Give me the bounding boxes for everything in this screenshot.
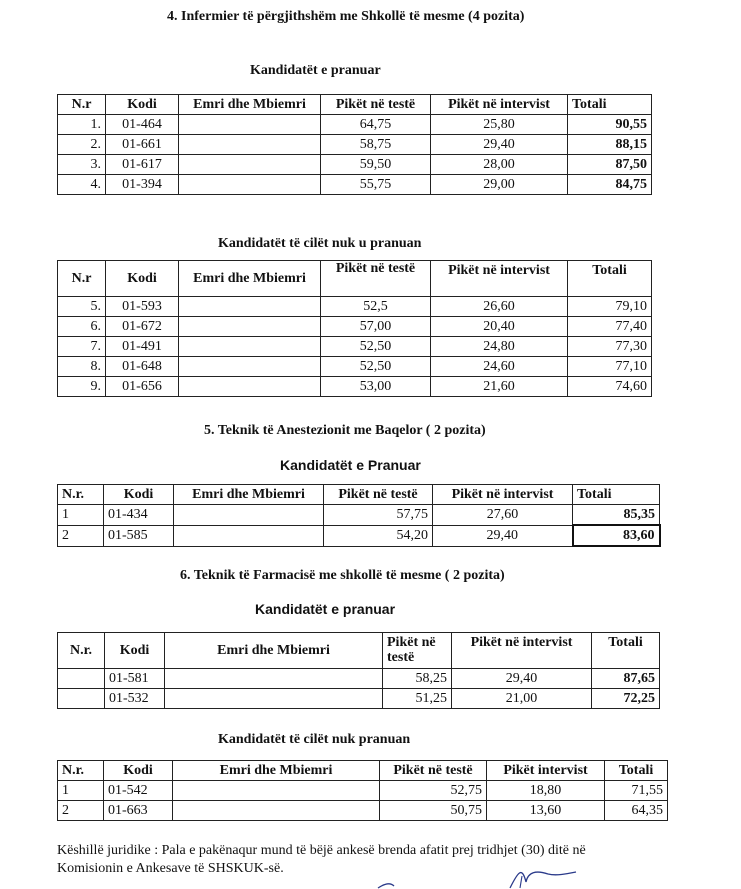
table-header-row (58, 633, 660, 669)
cell-nr: 9. (58, 377, 106, 397)
cell-nr: 1 (58, 505, 104, 526)
cell-nr: 4. (58, 175, 106, 195)
cell-emri (179, 317, 321, 337)
section-4-accepted-title: Kandidatët e pranuar (250, 63, 381, 78)
cell-test: 58,25 (383, 669, 452, 689)
table-header-row (58, 95, 652, 115)
cell-intervist: 24,60 (431, 357, 568, 377)
section-4-accepted-table (57, 94, 652, 195)
cell-nr (58, 669, 105, 689)
col-header-test: Pikët në testë (383, 633, 452, 669)
col-header-emri: Emri dhe Mbiemri (174, 485, 324, 505)
cell-nr: 2. (58, 135, 106, 155)
section-4-heading: 4. Infermier të përgjithshëm me Shkollë të mesme (4 pozita) (167, 9, 525, 24)
cell-totali: 74,60 (568, 377, 652, 397)
table-row (58, 135, 652, 155)
cell-emri (179, 377, 321, 397)
cell-totali: 83,60 (573, 525, 660, 546)
col-header-test: Pikët në testë (321, 261, 431, 297)
col-header-test: Pikët në testë (380, 761, 487, 781)
section-4-rejected-table (57, 260, 652, 397)
cell-intervist: 24,80 (431, 337, 568, 357)
col-header-nr: N.r. (58, 761, 104, 781)
section-6-accepted-table (57, 632, 660, 709)
col-header-nr: N.r. (58, 633, 105, 669)
table-row (58, 505, 660, 526)
table-row (58, 297, 652, 317)
signature-mark (370, 862, 590, 889)
cell-nr: 2 (58, 525, 104, 546)
col-header-totali: Totali (568, 95, 652, 115)
col-header-emri: Emri dhe Mbiemri (173, 761, 380, 781)
col-header-totali: Totali (573, 485, 660, 505)
cell-totali: 84,75 (568, 175, 652, 195)
cell-totali: 77,10 (568, 357, 652, 377)
cell-nr: 1. (58, 115, 106, 135)
cell-totali: 64,35 (605, 801, 668, 821)
table-row (58, 115, 652, 135)
col-header-intervist: Pikët intervist (487, 761, 605, 781)
cell-kodi: 01-663 (104, 801, 173, 821)
cell-intervist: 18,80 (487, 781, 605, 801)
cell-totali: 87,50 (568, 155, 652, 175)
legal-advice-line-1: Këshillë juridike : Pala e pakënaqur mund të bëjë ankesë brenda afatit prej tridhjet (30) ditë në (57, 843, 586, 858)
table-row (58, 337, 652, 357)
cell-totali: 71,55 (605, 781, 668, 801)
cell-emri (165, 669, 383, 689)
cell-kodi: 01-585 (104, 525, 174, 546)
cell-nr: 8. (58, 357, 106, 377)
cell-kodi: 01-672 (106, 317, 179, 337)
cell-emri (179, 135, 321, 155)
cell-intervist: 21,60 (431, 377, 568, 397)
col-header-intervist: Pikët në intervist (431, 95, 568, 115)
cell-test: 52,75 (380, 781, 487, 801)
cell-totali: 72,25 (592, 689, 660, 709)
cell-kodi: 01-656 (106, 377, 179, 397)
cell-totali: 85,35 (573, 505, 660, 526)
cell-emri (174, 525, 324, 546)
cell-emri (179, 337, 321, 357)
cell-test: 52,5 (321, 297, 431, 317)
cell-emri (174, 505, 324, 526)
cell-intervist: 29,40 (431, 135, 568, 155)
cell-totali: 77,30 (568, 337, 652, 357)
cell-emri (179, 175, 321, 195)
cell-test: 58,75 (321, 135, 431, 155)
cell-emri (173, 801, 380, 821)
table-row (58, 175, 652, 195)
cell-emri (179, 357, 321, 377)
cell-kodi: 01-617 (106, 155, 179, 175)
cell-test: 52,50 (321, 357, 431, 377)
cell-kodi: 01-464 (106, 115, 179, 135)
cell-emri (165, 689, 383, 709)
table-row (58, 155, 652, 175)
cell-emri (179, 115, 321, 135)
cell-test: 51,25 (383, 689, 452, 709)
cell-emri (179, 297, 321, 317)
table-row (58, 781, 668, 801)
col-header-totali: Totali (568, 261, 652, 297)
col-header-totali: Totali (605, 761, 668, 781)
cell-emri (173, 781, 380, 801)
cell-kodi: 01-593 (106, 297, 179, 317)
cell-test: 59,50 (321, 155, 431, 175)
col-header-emri: Emri dhe Mbiemri (179, 261, 321, 297)
col-header-test: Pikët në testë (321, 95, 431, 115)
cell-nr: 7. (58, 337, 106, 357)
cell-intervist: 29,40 (433, 525, 573, 546)
cell-nr: 3. (58, 155, 106, 175)
section-5-heading: 5. Teknik të Anestezionit me Baqelor ( 2 pozita) (204, 423, 486, 438)
cell-nr: 5. (58, 297, 106, 317)
col-header-kodi: Kodi (105, 633, 165, 669)
cell-test: 64,75 (321, 115, 431, 135)
table-row (58, 525, 660, 546)
col-header-nr: N.r (58, 95, 106, 115)
table-row (58, 317, 652, 337)
cell-emri (179, 155, 321, 175)
cell-test: 54,20 (324, 525, 433, 546)
cell-nr: 1 (58, 781, 104, 801)
cell-nr (58, 689, 105, 709)
cell-intervist: 13,60 (487, 801, 605, 821)
section-5-accepted-title: Kandidatët e Pranuar (280, 457, 421, 473)
cell-kodi: 01-491 (106, 337, 179, 357)
section-6-rejected-title: Kandidatët të cilët nuk pranuan (218, 732, 411, 747)
cell-intervist: 29,40 (452, 669, 592, 689)
section-4-rejected-title: Kandidatët të cilët nuk u pranuan (218, 236, 422, 251)
table-row (58, 357, 652, 377)
cell-totali: 88,15 (568, 135, 652, 155)
col-header-nr: N.r (58, 261, 106, 297)
cell-kodi: 01-661 (106, 135, 179, 155)
cell-intervist: 28,00 (431, 155, 568, 175)
cell-nr: 2 (58, 801, 104, 821)
cell-intervist: 20,40 (431, 317, 568, 337)
cell-kodi: 01-394 (106, 175, 179, 195)
table-header-row (58, 485, 660, 505)
col-header-test: Pikët në testë (324, 485, 433, 505)
table-row (58, 801, 668, 821)
cell-kodi: 01-581 (105, 669, 165, 689)
cell-test: 55,75 (321, 175, 431, 195)
col-header-emri: Emri dhe Mbiemri (179, 95, 321, 115)
cell-nr: 6. (58, 317, 106, 337)
cell-test: 52,50 (321, 337, 431, 357)
table-header-row (58, 261, 652, 297)
cell-intervist: 27,60 (433, 505, 573, 526)
cell-intervist: 21,00 (452, 689, 592, 709)
cell-totali: 77,40 (568, 317, 652, 337)
col-header-intervist: Pikët në intervist (433, 485, 573, 505)
cell-kodi: 01-648 (106, 357, 179, 377)
col-header-emri: Emri dhe Mbiemri (165, 633, 383, 669)
col-header-kodi: Kodi (104, 761, 173, 781)
cell-kodi: 01-532 (105, 689, 165, 709)
col-header-kodi: Kodi (104, 485, 174, 505)
cell-intervist: 25,80 (431, 115, 568, 135)
section-5-accepted-table (57, 484, 661, 547)
col-header-intervist: Pikët në intervist (431, 261, 568, 297)
cell-intervist: 26,60 (431, 297, 568, 317)
cell-test: 57,00 (321, 317, 431, 337)
section-6-accepted-title: Kandidatët e pranuar (255, 601, 396, 617)
table-row (58, 377, 652, 397)
section-6-heading: 6. Teknik të Farmacisë me shkollë të mesme ( 2 pozita) (180, 568, 505, 583)
cell-totali: 87,65 (592, 669, 660, 689)
legal-advice-line-2: Komisionin e Ankesave të SHSKUK-së. (57, 861, 284, 876)
cell-test: 53,00 (321, 377, 431, 397)
cell-test: 57,75 (324, 505, 433, 526)
section-6-rejected-table (57, 760, 668, 821)
cell-intervist: 29,00 (431, 175, 568, 195)
cell-test: 50,75 (380, 801, 487, 821)
col-header-intervist: Pikët në intervist (452, 633, 592, 669)
col-header-kodi: Kodi (106, 95, 179, 115)
cell-kodi: 01-542 (104, 781, 173, 801)
col-header-nr: N.r. (58, 485, 104, 505)
table-row (58, 669, 660, 689)
cell-kodi: 01-434 (104, 505, 174, 526)
cell-totali: 90,55 (568, 115, 652, 135)
cell-totali: 79,10 (568, 297, 652, 317)
table-header-row (58, 761, 668, 781)
col-header-kodi: Kodi (106, 261, 179, 297)
table-row (58, 689, 660, 709)
col-header-totali: Totali (592, 633, 660, 669)
